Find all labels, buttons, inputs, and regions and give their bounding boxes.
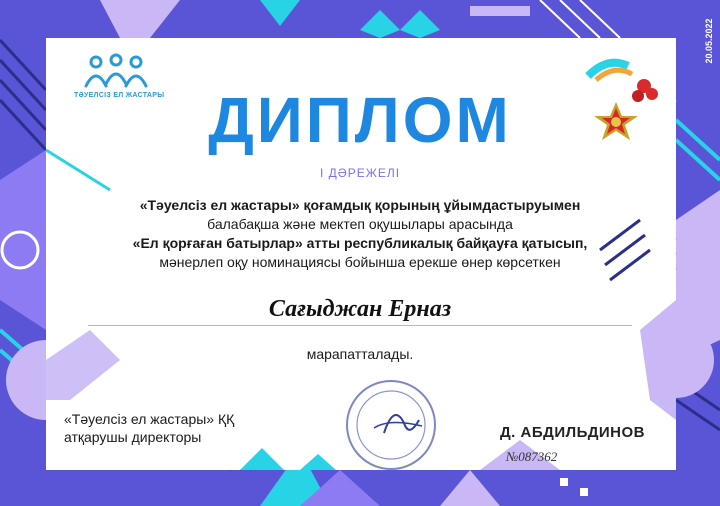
description-line-1: «Тәуелсіз ел жастары» қоғамдық қорының ұйымдастыруымен bbox=[139, 197, 581, 213]
description-line-4: мәнерлеп оқу номинациясы бойынша ерекше өнер көрсеткен bbox=[159, 254, 561, 270]
recipient-name: Сағыджан Ерназ bbox=[268, 296, 452, 322]
organization-logo-text: ТӘУЕЛСІЗ ЕЛ ЖАСТАРЫ bbox=[74, 92, 165, 99]
victory-order-emblem bbox=[578, 56, 664, 146]
signatory-name: Д. АБДИЛЬДИНОВ bbox=[500, 424, 646, 441]
certificate-number: №087362 bbox=[506, 449, 558, 464]
stamp-seal-icon bbox=[344, 378, 438, 472]
diploma-title: ДИПЛОМ bbox=[208, 84, 512, 156]
organization-logo bbox=[74, 52, 165, 104]
awarded-text: марапатталады. bbox=[306, 346, 414, 362]
recipient-underline bbox=[88, 325, 632, 326]
people-logo-icon bbox=[74, 52, 158, 92]
victory-star-icon bbox=[578, 56, 664, 146]
degree-label: І ДӘРЕЖЕЛІ bbox=[319, 166, 401, 180]
signatory-role-line-1: «Тәуелсіз ел жастары» ҚҚ bbox=[64, 411, 235, 427]
issue-date bbox=[702, 6, 716, 76]
issue-date-text: 20.05.2022 bbox=[704, 18, 714, 64]
signatory-role bbox=[64, 410, 324, 446]
award-description bbox=[80, 196, 640, 272]
description-line-2: балабақша және мектеп оқушылары арасында bbox=[207, 216, 513, 232]
official-stamp bbox=[344, 378, 438, 472]
description-line-3: «Ел қорғаған батырлар» атты республикалық байқауға қатысып, bbox=[132, 235, 588, 251]
signatory-role-line-2: атқарушы директоры bbox=[64, 429, 202, 445]
